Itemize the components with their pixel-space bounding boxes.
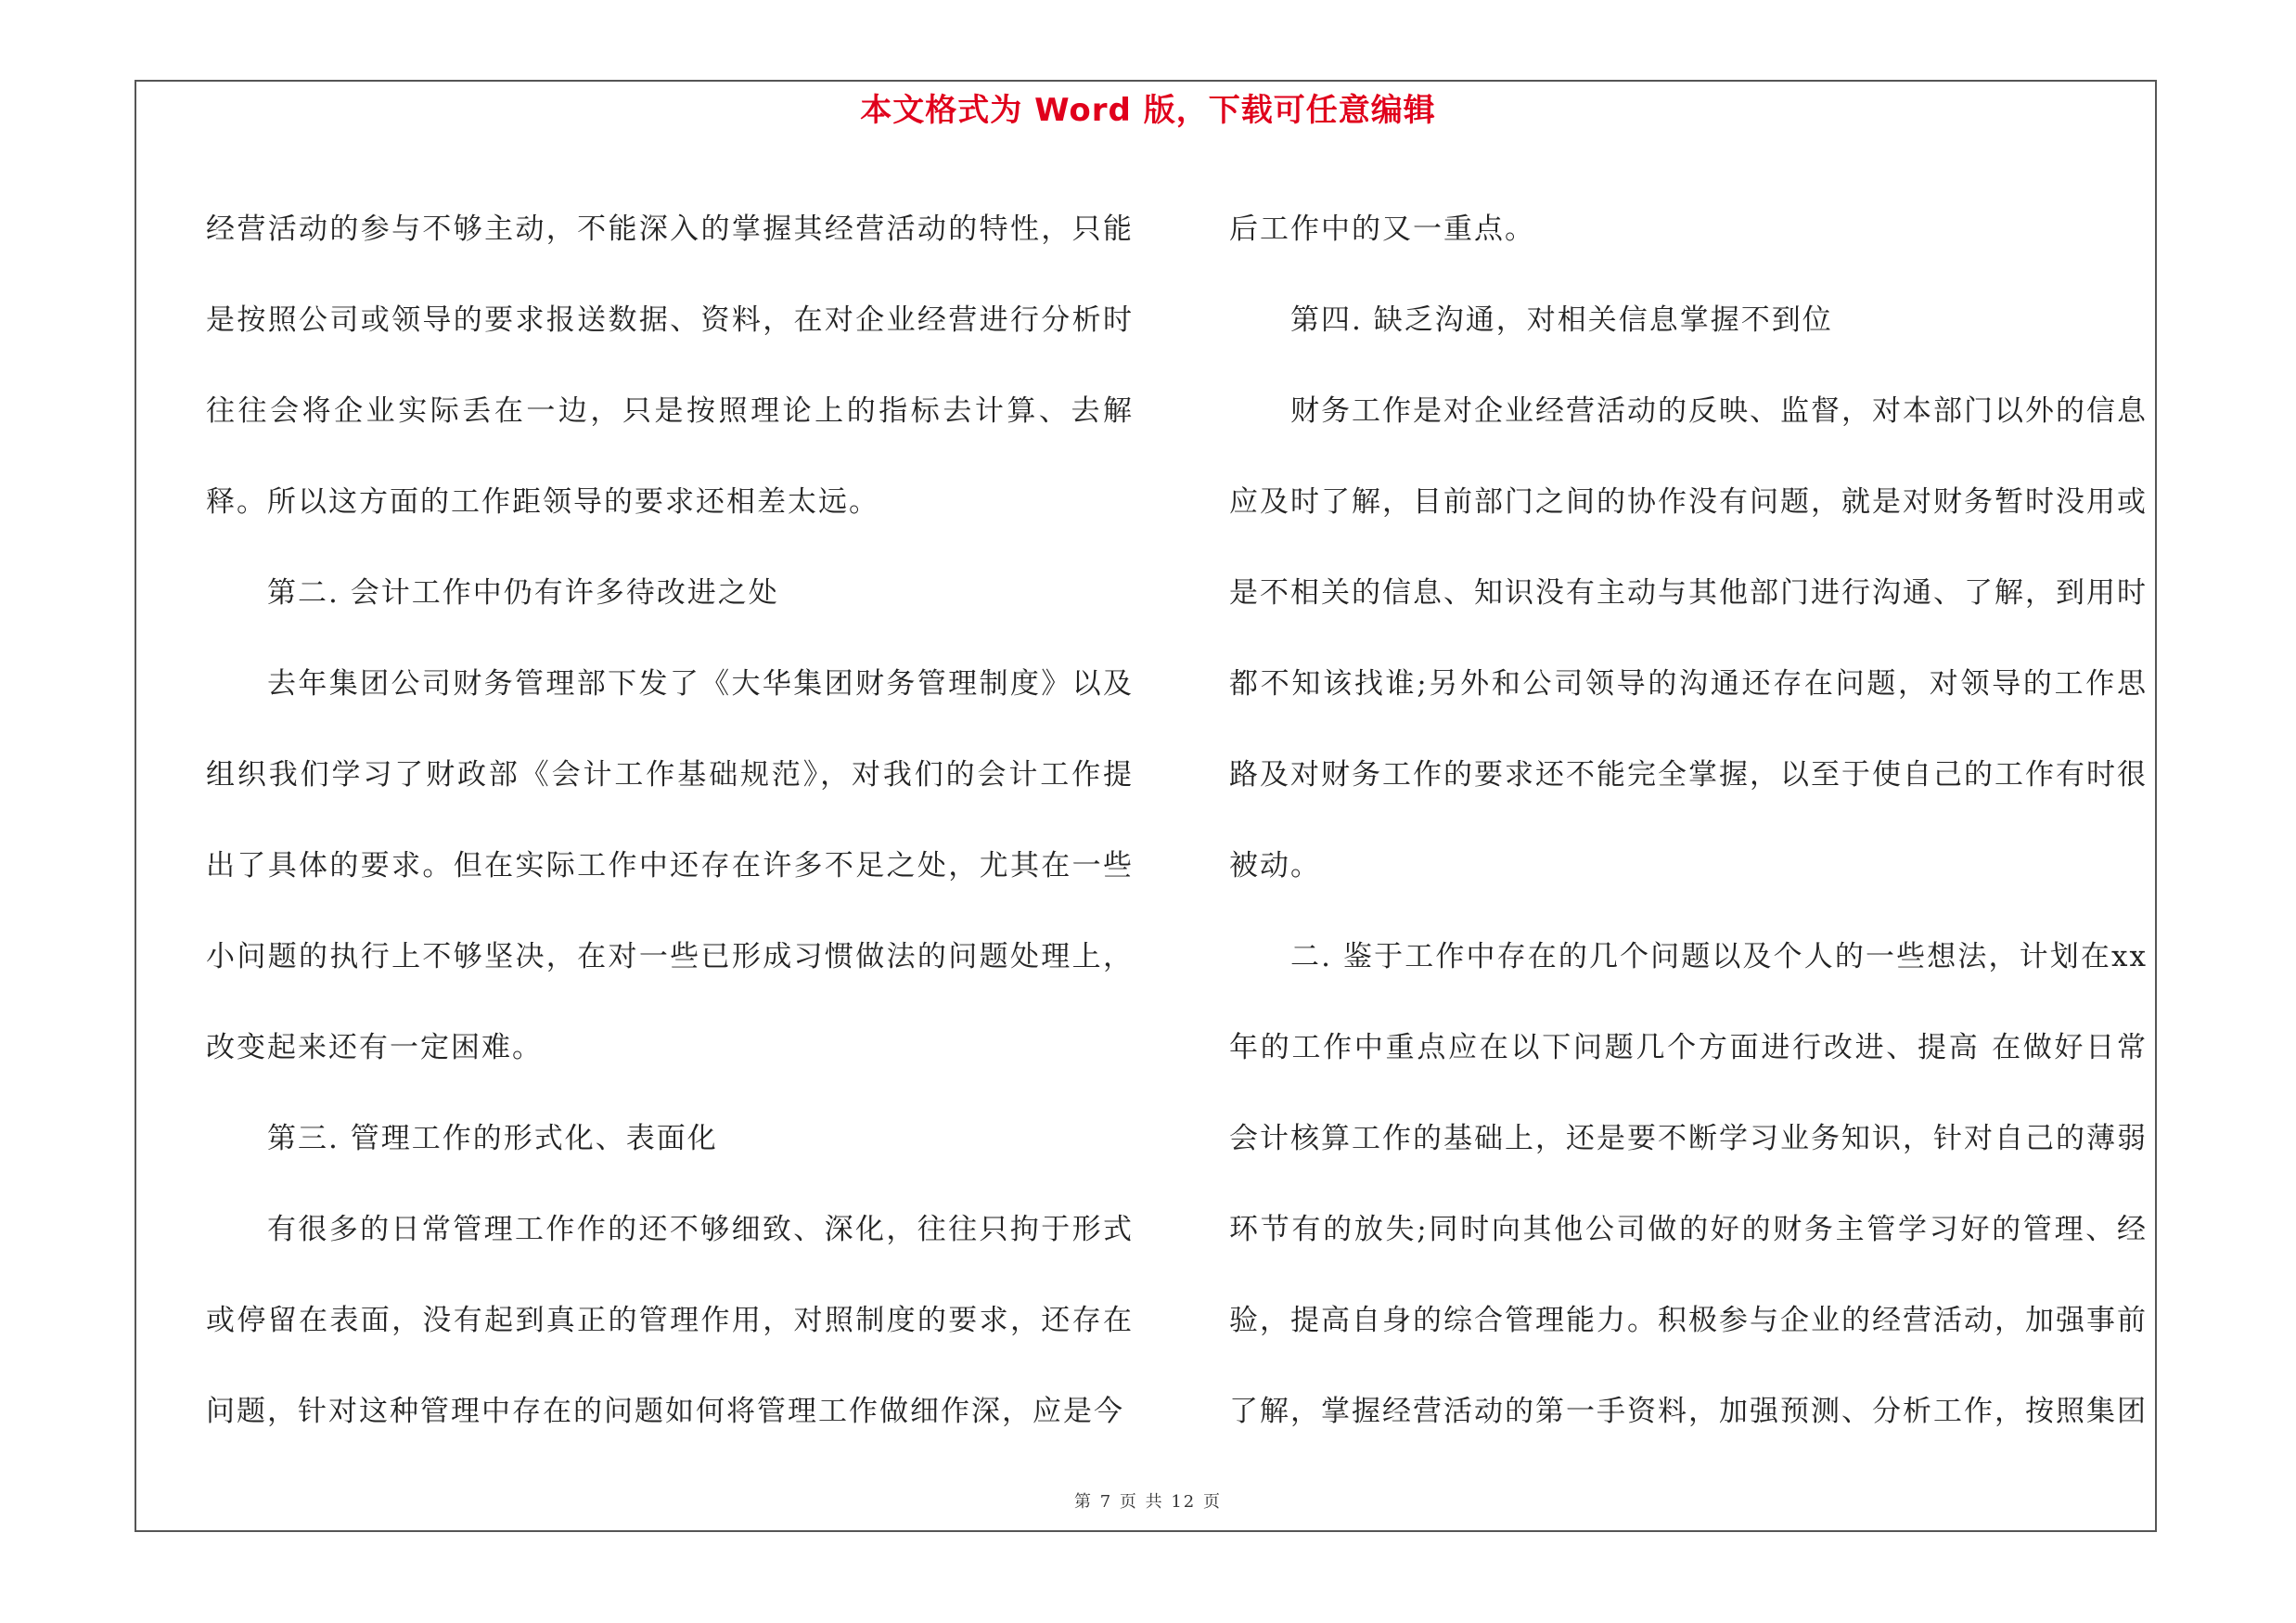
section-heading: 第四. 缺乏沟通，对相关信息掌握不到位 <box>1290 303 1833 337</box>
paragraph: 二. 鉴于工作中存在的几个问题以及个人的一些想法，计划在xx年的工作中重点应在以下问题几个方面进行改进、提高 在做好日常会计核算工作的基础上，还是要不断学习业务知识，针对自己的薄弱环节有的放失;同时向其他公司做的好的财务主管学习好的管理、经验，提高自身的综合管理能力。积极参与企业的经营活动，加强事前了解，掌握经营活动的第一手资料，加强预测、分析工作，按照集团 <box>1229 940 2148 1428</box>
right-column <box>1229 184 2148 1457</box>
paragraph: 财务工作是对企业经营活动的反映、监督，对本部门以外的信息应及时了解，目前部门之间的协作没有问题，就是对财务暂时没用或是不相关的信息、知识没有主动与其他部门进行沟通、了解，到用时都不知该找谁;另外和公司领导的沟通还存在问题，对领导的工作思路及对财务工作的要求还不能完全掌握，以至于使自己的工作有时很被动。 <box>1229 394 2148 882</box>
page-indicator: 第 7 页 共 12 页 <box>1074 1492 1222 1512</box>
section-heading: 第二. 会计工作中仍有许多待改进之处 <box>267 576 779 610</box>
section-heading: 第三. 管理工作的形式化、表面化 <box>267 1122 718 1155</box>
paragraph: 有很多的日常管理工作作的还不够细致、深化，往往只拘于形式或停留在表面，没有起到真正的管理作用，对照制度的要求，还存在问题，针对这种管理中存在的问题如何将管理工作做细作深，应是今 <box>206 1213 1134 1428</box>
paragraph: 经营活动的参与不够主动，不能深入的掌握其经营活动的特性，只能是按照公司或领导的要求报送数据、资料，在对企业经营进行分析时往往会将企业实际丢在一边，只是按照理论上的指标去计算、去解释。所以这方面的工作距领导的要求还相差太远。 <box>206 213 1134 519</box>
paragraph: 后工作中的又一重点。 <box>1229 213 1535 246</box>
left-column <box>206 184 1134 1457</box>
paragraph: 去年集团公司财务管理部下发了《大华集团财务管理制度》以及组织我们学习了财政部《会计工作基础规范》，对我们的会计工作提出了具体的要求。但在实际工作中还存在许多不足之处，尤其在一些小问题的执行上不够坚决，在对一些已形成习惯做法的问题处理上，改变起来还有一定困难。 <box>206 667 1134 1064</box>
header-banner: 本文格式为 Word 版，下载可任意编辑 <box>860 92 1436 129</box>
